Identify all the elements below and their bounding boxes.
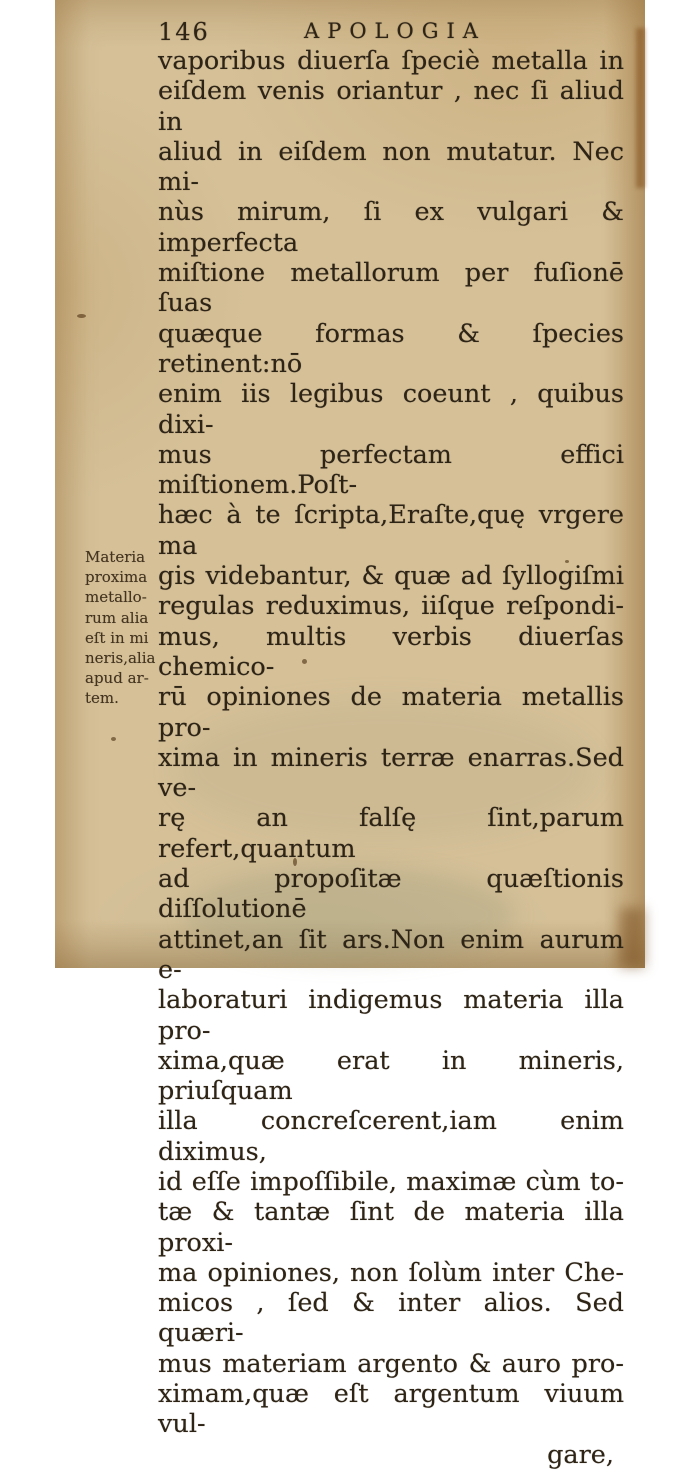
catchword: gare, bbox=[547, 1439, 614, 1470]
body-line: rę an falſę ſint,parum refert,quantum bbox=[158, 803, 624, 864]
body-line: quæque formas & ſpecies retinent:nō bbox=[158, 318, 624, 379]
margin-note-line: metallo- bbox=[85, 588, 147, 607]
body-line: mus, multis verbis diuerſas chemico- bbox=[158, 621, 624, 682]
body-line: eiſdem venis oriantur , nec ſi aliud in bbox=[158, 76, 624, 137]
margin-note-line: eſt in mi bbox=[85, 628, 149, 647]
body-line: miſtione metallorum per fuſionē ſuas bbox=[158, 258, 624, 319]
body-line: id eſſe impoſſibile, maximæ cùm to- bbox=[158, 1166, 624, 1197]
page-number: 146 bbox=[158, 18, 210, 46]
book-page bbox=[55, 0, 645, 1470]
body-line: laboraturi indigemus materia illa pro- bbox=[158, 985, 624, 1046]
margin-note-line: neris,alia bbox=[85, 649, 156, 668]
body-line: illa concreſcerent,iam enim diximus, bbox=[158, 1106, 624, 1167]
body-line: vaporibus diuerſa ſpeciè metalla in bbox=[158, 46, 624, 76]
page-header bbox=[158, 16, 624, 48]
body-line: hæc à te ſcripta,Eraſte,quę vrgere ma bbox=[158, 500, 624, 561]
body-line: xima,quæ erat in mineris, priuſquam bbox=[158, 1045, 624, 1107]
page-edge-stain bbox=[636, 28, 645, 188]
body-line: ad propoſitæ quæſtionis diſſolutionē bbox=[158, 864, 624, 925]
margin-note bbox=[85, 547, 159, 709]
body-line: rū opiniones de materia metallis pro- bbox=[158, 682, 624, 743]
body-line: mus perfectam effici miſtionem.Poſt- bbox=[158, 439, 624, 501]
margin-note-line: rum alia bbox=[85, 608, 149, 627]
body-line: nùs mirum, ſi ex vulgari & imperfecta bbox=[158, 197, 624, 258]
body-line: ma opiniones, non ſolùm inter Che- bbox=[158, 1257, 624, 1288]
body-line: ximam,quæ eſt argentum viuum vul- bbox=[158, 1379, 624, 1440]
margin-note-line: Materia bbox=[85, 548, 146, 566]
body-line: tæ & tantæ ſint de materia illa proxi- bbox=[158, 1197, 624, 1258]
running-title: APOLOGIA bbox=[304, 19, 486, 43]
margin-note-line: tem. bbox=[85, 689, 119, 708]
body-line: regulas reduximus, iiſque reſpondi- bbox=[158, 591, 624, 622]
body-line: gis videbantur, & quæ ad ſyllogiſmi bbox=[158, 561, 624, 592]
body-line: enim iis legibus coeunt , quibus dixi- bbox=[158, 379, 624, 440]
body-line: xima in mineris terræ enarras.Sed ve- bbox=[158, 742, 624, 804]
speck bbox=[77, 314, 86, 318]
body-line: aliud in eiſdem non mutatur. Nec mi- bbox=[158, 136, 624, 198]
margin-note-line: proxima bbox=[85, 568, 148, 587]
speck bbox=[111, 737, 116, 741]
body-line: attinet,an ſit ars.Non enim aurum e- bbox=[158, 924, 624, 985]
body-text bbox=[158, 46, 624, 1470]
margin-note-line: apud ar- bbox=[85, 669, 149, 688]
body-line: micos , ſed & inter alios. Sed quæri- bbox=[158, 1288, 624, 1349]
body-line: mus materiam argento & auro pro- bbox=[158, 1348, 624, 1379]
